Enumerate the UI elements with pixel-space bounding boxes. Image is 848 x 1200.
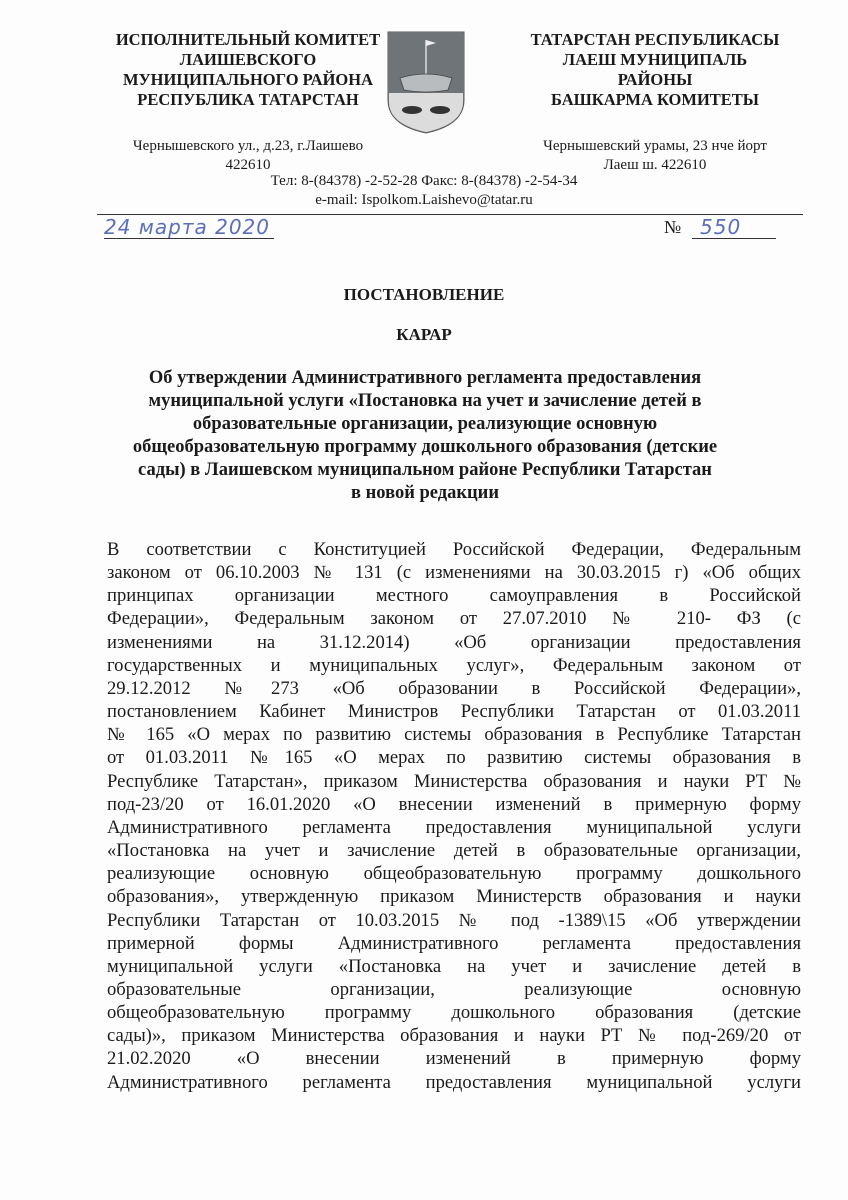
org-line: РЕСПУБЛИКА ТАТАРСТАН xyxy=(137,90,359,109)
date-underline xyxy=(104,238,274,239)
address-right xyxy=(505,137,805,175)
address-line: Чернышевского ул., д.23, г.Лаишево xyxy=(132,138,364,154)
org-line: ЛАЕШ МУНИЦИПАЛЬ xyxy=(562,50,748,69)
body-line: Республики Татарстан от 10.03.2015 № под -1389\15 «Об утверждении xyxy=(107,909,801,931)
org-line: БАШКАРМА КОМИТЕТЫ xyxy=(551,90,759,109)
address-line: 422610 xyxy=(225,157,271,173)
address-line: Лаеш ш. 422610 xyxy=(603,157,707,173)
heading-line: в новой редакции xyxy=(351,483,499,503)
body-line: № 165 «О мерах по развитию системы образования в Республике Татарстан xyxy=(107,724,801,746)
heading-line: сады) в Лаишевском муниципальном районе Республики Татарстан xyxy=(138,460,712,480)
coat-of-arms-icon xyxy=(386,30,466,135)
body-line: примерной формы Административного регламента предоставления xyxy=(107,932,801,954)
body-line: от 01.03.2011 №165 «О мерах по развитию системы образования в xyxy=(107,747,801,769)
address-line: Чернышевский урамы, 23 нче йорт xyxy=(543,138,767,154)
heading-line: муниципальной услуги «Постановка на учет и зачисление детей в xyxy=(148,391,702,411)
body-line: под-23/20 от 16.01.2020 «О внесении изменений в примерную форму xyxy=(107,793,801,815)
body-line: реализующие основную общеобразовательную программу дошкольного xyxy=(107,863,801,885)
address-left xyxy=(100,137,396,175)
org-line: ЛАИШЕВСКОГО xyxy=(179,50,317,69)
body-line: образования», утвержденную приказом Министерств образования и науки xyxy=(107,886,801,908)
body-line: изменениями на 31.12.2014) «Об организации предоставления xyxy=(107,631,801,653)
number-label: № xyxy=(664,217,682,237)
header-right-org xyxy=(505,30,805,110)
body-line: Административного регламента предоставления муниципальной услуги xyxy=(107,1071,801,1093)
body-line: образовательные организации, реализующие основную xyxy=(107,978,801,1000)
body-line: Федерации», Федеральным законом от 27.07.2010 № 210- ФЗ (с xyxy=(107,608,801,630)
body-line: муниципальной услуги «Постановка на учет и зачисление детей в xyxy=(107,955,801,977)
body-line: 29.12.2012 №273 «Об образовании в Российской Федерации», xyxy=(107,677,801,699)
body-line: Республике Татарстан», приказом Министерства образования и науки РТ № xyxy=(107,770,801,792)
body-line: государственных и муниципальных услуг», Федеральным законом от xyxy=(107,654,801,676)
org-line: МУНИЦИПАЛЬНОГО РАЙОНА xyxy=(123,70,373,89)
email: e-mail: Ispolkom.Laishevo@tatar.ru xyxy=(315,192,533,208)
handwritten-date: 24 марта 2020 xyxy=(104,215,271,239)
number-underline xyxy=(692,238,776,239)
body-line: постановлением Кабинет Министров Республики Татарстан от 01.03.2011 xyxy=(107,701,801,723)
document-heading xyxy=(120,367,730,505)
org-line: ТАТАРСТАН РЕСПУБЛИКАСЫ xyxy=(530,30,780,49)
body-line: В соответствии с Конституцией Российской Федерации, Федеральным xyxy=(107,539,801,560)
org-line: ИСПОЛНИТЕЛЬНЫЙ КОМИТЕТ xyxy=(115,30,381,49)
body-line: 21.02.2020 «О внесении изменений в примерную форму xyxy=(107,1048,801,1070)
doc-type-title: ПОСТАНОВЛЕНИЕ xyxy=(343,285,505,304)
org-line: РАЙОНЫ xyxy=(617,70,693,89)
heading-line: общеобразовательную программу дошкольного образования (детские xyxy=(132,437,718,457)
body-line: законом от 06.10.2003 № 131 (с изменениями на 30.03.2015 г) «Об общих xyxy=(107,562,801,584)
header-left-org xyxy=(100,30,396,110)
body-line: принципах организации местного самоуправления в Российской xyxy=(107,585,801,607)
body-line: Административного регламента предоставления муниципальной услуги xyxy=(107,816,801,838)
heading-line: Об утверждении Административного регламента предоставления xyxy=(148,368,702,388)
heading-line: образовательные организации, реализующие основную xyxy=(192,414,658,434)
phone-fax: Тел: 8-(84378) -2-52-28 Факс: 8-(84378) -2-54-34 xyxy=(270,173,578,189)
body-line: сады)», приказом Министерства образования и науки РТ № под-269/20 от xyxy=(107,1025,801,1047)
body-line: общеобразовательную программу дошкольного образования (детские xyxy=(107,1002,801,1024)
doc-type-title-tatar: КАРАР xyxy=(396,325,452,344)
handwritten-number: 550 xyxy=(700,215,742,239)
document-body xyxy=(107,538,801,1094)
body-line: «Постановка на учет и зачисление детей в образовательные организации, xyxy=(107,840,801,862)
